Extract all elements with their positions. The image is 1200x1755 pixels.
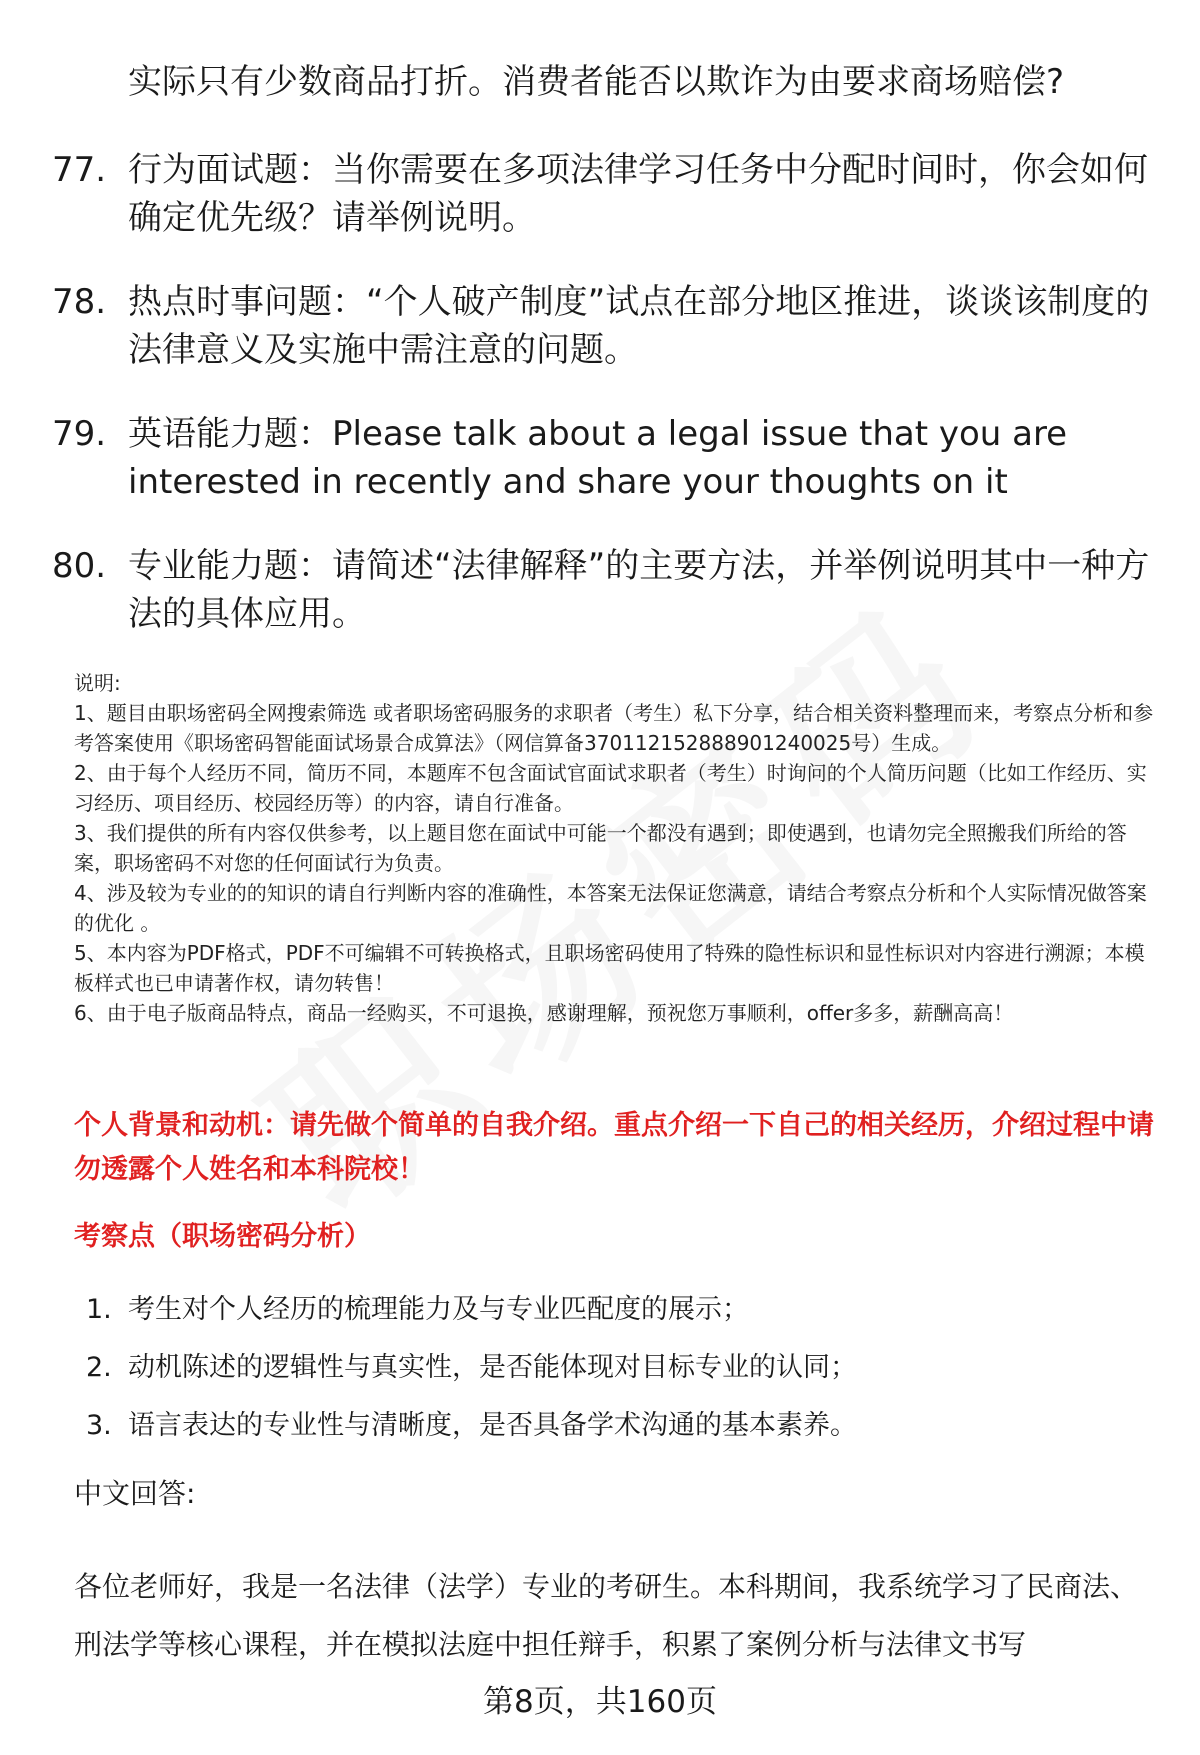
note-item: 5、本内容为PDF格式，PDF不可编辑不可转换格式，且职场密码使用了特殊的隐性标识和显性标识对内容进行溯源；本模板样式也已申请著作权，请勿转售！ <box>74 941 1145 995</box>
note-item: 6、由于电子版商品特点，商品一经购买，不可退换，感谢理解，预祝您万事顺利，offer多多，薪酬高高！ <box>74 1001 1014 1025</box>
point-item <box>86 1348 1166 1406</box>
question-number: 77. <box>52 150 107 190</box>
interview-question: 个人背景和动机：请先做个简单的自我介绍。重点介绍一下自己的相关经历，介绍过程中请勿透露个人姓名和本科院校！ <box>74 1110 1154 1185</box>
note-item: 2、由于每个人经历不同，简历不同，本题库不包含面试官面试求职者（考生）时询问的个人简历问题（比如工作经历、实习经历、项目经历、校园经历等）的内容，请自行准备。 <box>74 761 1147 815</box>
question-continuation: 实际只有少数商品打折。消费者能否以欺诈为由要求商场赔偿? <box>128 62 1065 102</box>
point-number: 3. <box>86 1410 112 1441</box>
question-number: 78. <box>52 282 107 322</box>
point-item <box>86 1406 1166 1464</box>
question-number: 79. <box>52 414 107 454</box>
point-number: 1. <box>86 1294 112 1325</box>
point-number: 2. <box>86 1352 112 1383</box>
note-item: 3、我们提供的所有内容仅供参考，以上题目您在面试中可能一个都没有遇到；即使遇到，也请勿完全照搬我们所给的答案，职场密码不对您的任何面试行为负责。 <box>74 821 1127 875</box>
answer-label: 中文回答: <box>74 1477 196 1510</box>
answer-text: 各位老师好，我是一名法律（法学）专业的考研生。本科期间，我系统学习了民商法、刑法学等核心课程，并在模拟法庭中担任辩手，积累了案例分析与法律文书写 <box>74 1570 1139 1661</box>
notes-section <box>74 668 1164 1028</box>
point-item <box>86 1290 1166 1348</box>
question-text: 专业能力题：请简述“法律解释”的主要方法，并举例说明其中一种方法的具体应用。 <box>128 546 1150 634</box>
point-text: 考生对个人经历的梳理能力及与专业匹配度的展示； <box>128 1294 749 1325</box>
point-text: 语言表达的专业性与清晰度，是否具备学术沟通的基本素养。 <box>128 1410 857 1441</box>
question-number: 80. <box>52 546 107 586</box>
points-heading: 考察点（职场密码分析） <box>74 1221 371 1252</box>
notes-title: 说明: <box>74 671 121 695</box>
page-footer: 第8页，共160页 <box>483 1684 717 1720</box>
question-text: 行为面试题：当你需要在多项法律学习任务中分配时间时，你会如何确定优先级？请举例说明。 <box>128 150 1148 238</box>
point-text: 动机陈述的逻辑性与真实性，是否能体现对目标专业的认同； <box>128 1352 857 1383</box>
question-text: 热点时事问题：“个人破产制度”试点在部分地区推进，谈谈该制度的法律意义及实施中需注意的问题。 <box>128 282 1150 370</box>
points-list <box>86 1290 1166 1464</box>
note-item: 4、涉及较为专业的的知识的请自行判断内容的准确性，本答案无法保证您满意，请结合考察点分析和个人实际情况做答案的优化 。 <box>74 881 1147 935</box>
note-item: 1、题目由职场密码全网搜索筛选 或者职场密码服务的求职者（考生）私下分享，结合相关资料整理而来，考察点分析和参考答案使用《职场密码智能面试场景合成算法》（网信算备370112152888901240025号）生成。 <box>74 701 1154 755</box>
question-text: 英语能力题：Please talk about a legal issue that you are interested in recently and share your thoughts on it <box>128 414 1068 502</box>
